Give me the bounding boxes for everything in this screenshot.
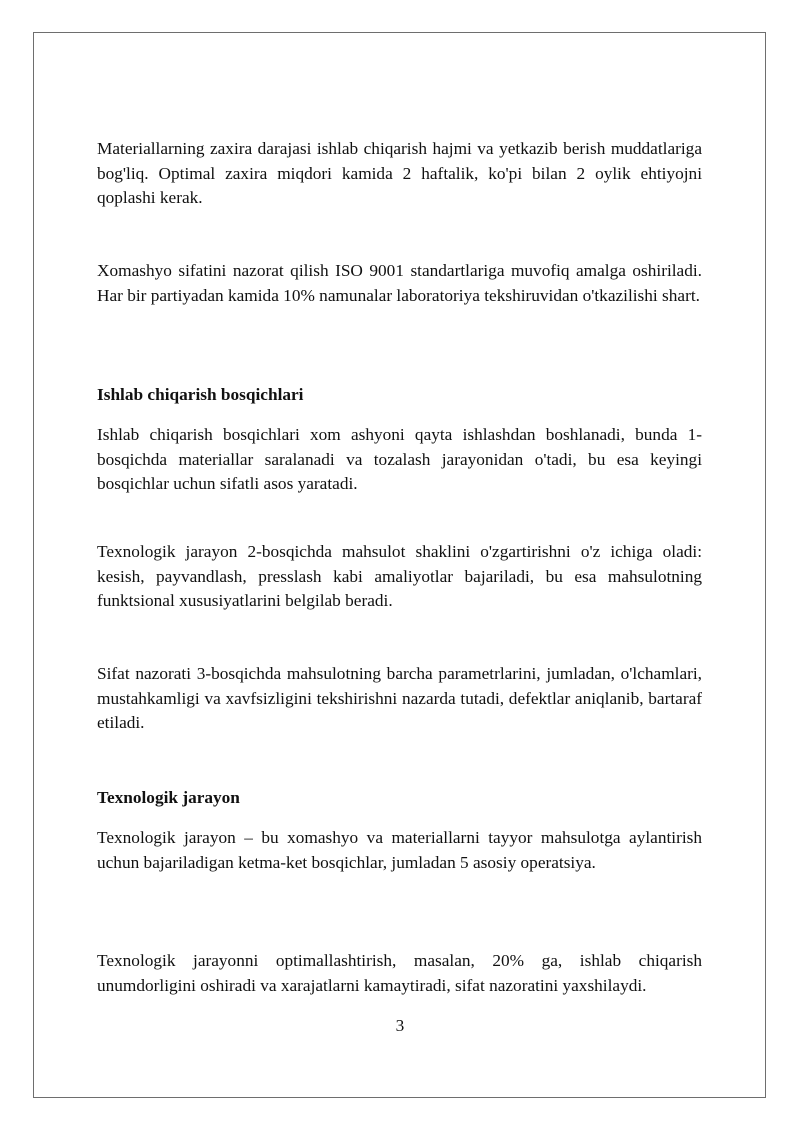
section-heading-production-stages: Ishlab chiqarish bosqichlari (97, 385, 304, 404)
paragraph-process-definition: Texnologik jarayon – bu xomashyo va materiallarni tayyor mahsulotga aylantirish uchun bajariladigan ketma-ket bosqichlar, jumladan 5 asosiy operatsiya. (97, 828, 702, 872)
paragraph-stage-2: Texnologik jarayon 2-bosqichda mahsulot shaklini o'zgartirishni o'z ichiga oladi: kesish, payvandlash, presslash kabi amaliyotlar bajariladi, bu esa mahsulotning funktsional xususiyatlarini belgilab beradi. (97, 542, 702, 610)
paragraph-quality-control: Xomashyo sifatini nazorat qilish ISO 9001 standartlariga muvofiq amalga oshiriladi. Har bir partiyadan kamida 10% namunalar laboratoriya tekshiruvidan o'tkazilishi shart. (97, 261, 702, 305)
paragraph-process-optimization: Texnologik jarayonni optimallashtirish, masalan, 20% ga, ishlab chiqarish unumdorligini oshiradi va xarajatlarni kamaytiradi, sifat nazoratini yaxshilaydi. (97, 951, 702, 995)
paragraph-stage-1: Ishlab chiqarish bosqichlari xom ashyoni qayta ishlashdan boshlanadi, bunda 1-bosqichda materiallar saralanadi va tozalash jarayonidan o'tadi, bu esa keyingi bosqichlar uchun sifatli asos yaratadi. (97, 425, 702, 493)
paragraph-stage-3: Sifat nazorati 3-bosqichda mahsulotning barcha parametrlarini, jumladan, o'lchamlari, mustahkamligi va xavfsizligini tekshirishni nazarda tutadi, defektlar aniqlanib, bartaraf etiladi. (97, 664, 702, 732)
section-heading-technological-process: Texnologik jarayon (97, 788, 240, 807)
paragraph-stock-levels: Materiallarning zaxira darajasi ishlab chiqarish hajmi va yetkazib berish muddatlariga bog'liq. Optimal zaxira miqdori kamida 2 haftalik, ko'pi bilan 2 oylik ehtiyojni qoplashi kerak. (97, 139, 702, 207)
page-number: 3 (395, 1016, 405, 1035)
